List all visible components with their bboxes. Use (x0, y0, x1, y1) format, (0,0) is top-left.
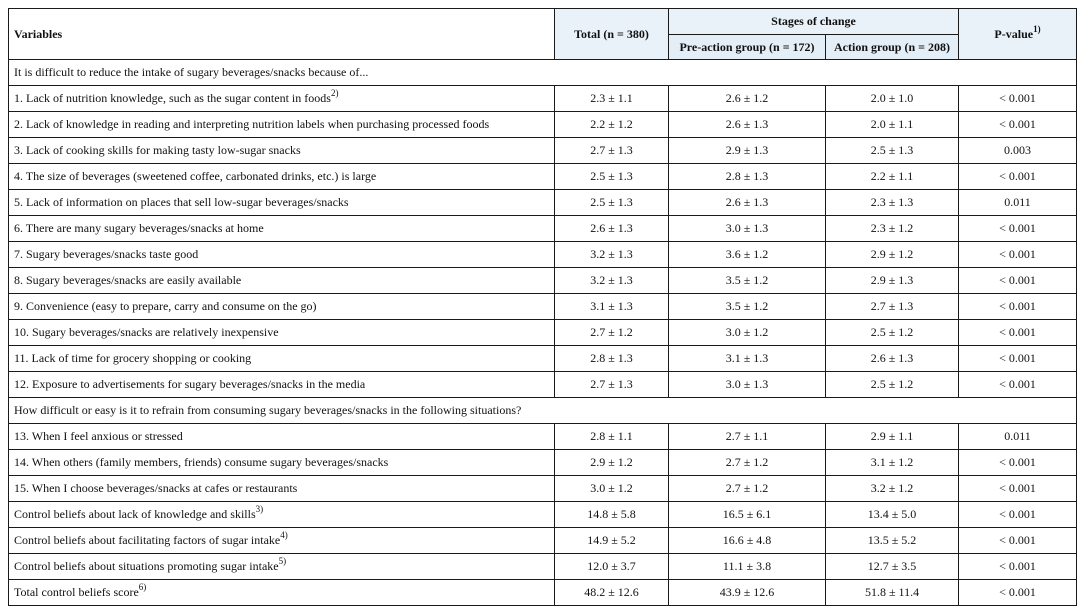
row-label-cell (9, 216, 555, 242)
total-value: 2.8 ± 1.1 (555, 424, 669, 450)
header-p-value (959, 9, 1077, 60)
table-row (9, 112, 1077, 138)
pre-action-value: 11.1 ± 3.8 (669, 554, 826, 580)
total-value: 2.2 ± 1.2 (555, 112, 669, 138)
table-row (9, 424, 1077, 450)
total-value: 2.6 ± 1.3 (555, 216, 669, 242)
action-value: 2.9 ± 1.2 (826, 242, 959, 268)
row-label-cell (9, 476, 555, 502)
action-value: 2.2 ± 1.1 (826, 164, 959, 190)
pre-action-value: 3.0 ± 1.2 (669, 320, 826, 346)
row-label-cell (9, 86, 555, 112)
row-label: 6. There are many sugary beverages/snacks at home (14, 221, 264, 235)
action-value: 3.1 ± 1.2 (826, 450, 959, 476)
p-value: 0.011 (959, 424, 1077, 450)
row-label-cell (9, 320, 555, 346)
total-value: 3.2 ± 1.3 (555, 268, 669, 294)
action-value: 2.3 ± 1.3 (826, 190, 959, 216)
section-title: It is difficult to reduce the intake of sugary beverages/snacks because of... (9, 60, 1077, 86)
p-value: < 0.001 (959, 242, 1077, 268)
pre-action-value: 2.6 ± 1.2 (669, 86, 826, 112)
header-stages-of-change: Stages of change (669, 9, 959, 35)
table-row (9, 372, 1077, 398)
total-value: 2.7 ± 1.3 (555, 138, 669, 164)
action-value: 2.5 ± 1.3 (826, 138, 959, 164)
row-label-cell (9, 164, 555, 190)
p-value: < 0.001 (959, 554, 1077, 580)
row-label-cell (9, 372, 555, 398)
row-footnote: 4) (280, 530, 288, 540)
p-value: < 0.001 (959, 346, 1077, 372)
pre-action-value: 3.6 ± 1.2 (669, 242, 826, 268)
p-value: < 0.001 (959, 320, 1077, 346)
row-label: 1. Lack of nutrition knowledge, such as the sugar content in foods (14, 91, 331, 105)
section-header-row (9, 60, 1077, 86)
row-footnote: 6) (138, 582, 147, 592)
row-label-cell (9, 502, 555, 528)
row-label-cell (9, 268, 555, 294)
p-value: < 0.001 (959, 502, 1077, 528)
pre-action-value: 2.6 ± 1.3 (669, 190, 826, 216)
table-row (9, 268, 1077, 294)
row-label: 5. Lack of information on places that sell low-sugar beverages/snacks (14, 195, 349, 209)
header-variables: Variables (9, 9, 555, 60)
summary-row (9, 528, 1077, 554)
header-action-group: Action group (n = 208) (826, 35, 959, 60)
action-value: 2.0 ± 1.1 (826, 112, 959, 138)
row-footnote: 3) (255, 504, 264, 514)
header-p-value-label: P-value (994, 26, 1034, 41)
total-value: 3.0 ± 1.2 (555, 476, 669, 502)
action-value: 2.3 ± 1.2 (826, 216, 959, 242)
row-label-cell (9, 346, 555, 372)
row-label-cell (9, 554, 555, 580)
pre-action-value: 16.6 ± 4.8 (669, 528, 826, 554)
p-value: < 0.001 (959, 112, 1077, 138)
table-row (9, 450, 1077, 476)
row-label: 11. Lack of time for grocery shopping or cooking (14, 351, 252, 365)
p-value: < 0.001 (959, 372, 1077, 398)
summary-row (9, 554, 1077, 580)
p-value: < 0.001 (959, 528, 1077, 554)
p-value: < 0.001 (959, 268, 1077, 294)
table-row (9, 164, 1077, 190)
action-value: 51.8 ± 11.4 (826, 580, 959, 606)
row-label: 9. Convenience (easy to prepare, carry and consume on the go) (14, 299, 317, 313)
action-value: 3.2 ± 1.2 (826, 476, 959, 502)
action-value: 2.5 ± 1.2 (826, 372, 959, 398)
table-row (9, 476, 1077, 502)
pre-action-value: 2.7 ± 1.1 (669, 424, 826, 450)
pre-action-value: 2.8 ± 1.3 (669, 164, 826, 190)
p-value: 0.003 (959, 138, 1077, 164)
pre-action-value: 3.1 ± 1.3 (669, 346, 826, 372)
pre-action-value: 43.9 ± 12.6 (669, 580, 826, 606)
table-row (9, 138, 1077, 164)
pre-action-value: 3.0 ± 1.3 (669, 216, 826, 242)
action-value: 13.5 ± 5.2 (826, 528, 959, 554)
p-value: 0.011 (959, 190, 1077, 216)
pre-action-value: 3.5 ± 1.2 (669, 268, 826, 294)
p-value: < 0.001 (959, 476, 1077, 502)
p-value: < 0.001 (959, 294, 1077, 320)
row-footnote: 2) (330, 88, 339, 98)
control-beliefs-table (8, 8, 1077, 606)
pre-action-value: 3.0 ± 1.3 (669, 372, 826, 398)
action-value: 2.7 ± 1.3 (826, 294, 959, 320)
table-body (9, 60, 1077, 606)
row-label-cell (9, 528, 555, 554)
row-label: 3. Lack of cooking skills for making tasty low-sugar snacks (14, 143, 301, 157)
total-value: 3.1 ± 1.3 (555, 294, 669, 320)
total-value: 2.5 ± 1.3 (555, 190, 669, 216)
row-label: Control beliefs about lack of knowledge and skills (14, 507, 256, 521)
table-row (9, 190, 1077, 216)
table-row (9, 216, 1077, 242)
section-title: How difficult or easy is it to refrain from consuming sugary beverages/snacks in the following situations? (9, 398, 1077, 424)
action-value: 2.6 ± 1.3 (826, 346, 959, 372)
table-container (8, 8, 1077, 606)
row-label: 7. Sugary beverages/snacks taste good (14, 247, 199, 261)
pre-action-value: 2.7 ± 1.2 (669, 476, 826, 502)
pre-action-value: 3.5 ± 1.2 (669, 294, 826, 320)
pre-action-value: 2.9 ± 1.3 (669, 138, 826, 164)
table-row (9, 320, 1077, 346)
summary-row (9, 580, 1077, 606)
row-label-cell (9, 242, 555, 268)
total-value: 14.8 ± 5.8 (555, 502, 669, 528)
table-row (9, 242, 1077, 268)
row-label: 2. Lack of knowledge in reading and interpreting nutrition labels when purchasing processed foods (14, 117, 490, 131)
row-label-cell (9, 112, 555, 138)
row-label: 15. When I choose beverages/snacks at cafes or restaurants (14, 481, 298, 495)
p-value: < 0.001 (959, 216, 1077, 242)
total-value: 2.7 ± 1.3 (555, 372, 669, 398)
section-header-row (9, 398, 1077, 424)
row-footnote: 5) (278, 556, 287, 566)
row-label: 4. The size of beverages (sweetened coffee, carbonated drinks, etc.) is large (14, 169, 377, 183)
total-value: 3.2 ± 1.3 (555, 242, 669, 268)
total-value: 2.8 ± 1.3 (555, 346, 669, 372)
summary-row (9, 502, 1077, 528)
total-value: 2.7 ± 1.2 (555, 320, 669, 346)
row-label-cell (9, 190, 555, 216)
row-label: Control beliefs about facilitating factors of sugar intake (14, 533, 281, 547)
row-label: Control beliefs about situations promoting sugar intake (14, 559, 279, 573)
header-pre-action-group: Pre-action group (n = 172) (669, 35, 826, 60)
row-label-cell (9, 138, 555, 164)
p-value: < 0.001 (959, 580, 1077, 606)
row-label: Total control beliefs score (14, 585, 139, 599)
action-value: 2.9 ± 1.3 (826, 268, 959, 294)
action-value: 12.7 ± 3.5 (826, 554, 959, 580)
total-value: 2.3 ± 1.1 (555, 86, 669, 112)
total-value: 2.9 ± 1.2 (555, 450, 669, 476)
total-value: 14.9 ± 5.2 (555, 528, 669, 554)
row-label-cell (9, 580, 555, 606)
pre-action-value: 2.7 ± 1.2 (669, 450, 826, 476)
total-value: 48.2 ± 12.6 (555, 580, 669, 606)
header-total: Total (n = 380) (555, 9, 669, 60)
row-label-cell (9, 424, 555, 450)
p-value: < 0.001 (959, 164, 1077, 190)
table-row (9, 294, 1077, 320)
row-label: 10. Sugary beverages/snacks are relatively inexpensive (14, 325, 279, 339)
pre-action-value: 16.5 ± 6.1 (669, 502, 826, 528)
p-value: < 0.001 (959, 450, 1077, 476)
row-label: 8. Sugary beverages/snacks are easily available (14, 273, 242, 287)
table-row (9, 86, 1077, 112)
table-header (9, 9, 1077, 60)
header-p-value-footnote: 1) (1033, 23, 1041, 34)
action-value: 2.0 ± 1.0 (826, 86, 959, 112)
total-value: 12.0 ± 3.7 (555, 554, 669, 580)
pre-action-value: 2.6 ± 1.3 (669, 112, 826, 138)
total-value: 2.5 ± 1.3 (555, 164, 669, 190)
table-row (9, 346, 1077, 372)
row-label-cell (9, 294, 555, 320)
row-label-cell (9, 450, 555, 476)
row-label: 14. When others (family members, friends) consume sugary beverages/snacks (14, 455, 389, 469)
action-value: 13.4 ± 5.0 (826, 502, 959, 528)
p-value: < 0.001 (959, 86, 1077, 112)
action-value: 2.9 ± 1.1 (826, 424, 959, 450)
row-label: 12. Exposure to advertisements for sugary beverages/snacks in the media (14, 377, 366, 391)
action-value: 2.5 ± 1.2 (826, 320, 959, 346)
row-label: 13. When I feel anxious or stressed (14, 429, 183, 443)
